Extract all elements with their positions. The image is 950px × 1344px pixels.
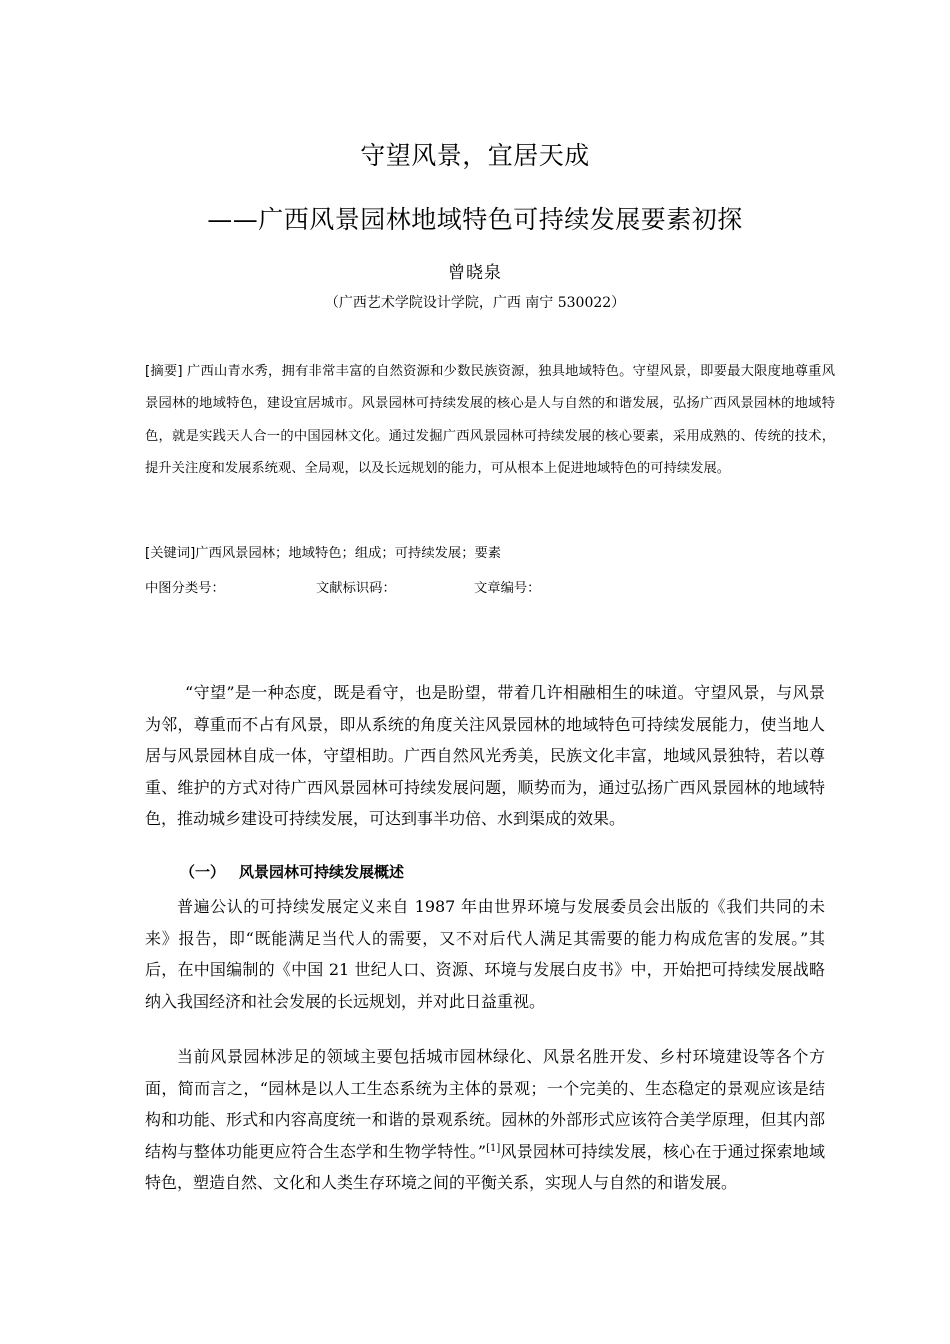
section-title: 风景园林可持续发展概述 <box>239 863 405 881</box>
paper-title: 守望风景，宜居天成 <box>360 141 590 170</box>
article-number-label: 文章编号： <box>474 581 541 596</box>
abstract <box>145 356 835 486</box>
author-name: 曾晓泉 <box>448 263 502 283</box>
abstract-label: [摘要] <box>145 364 183 379</box>
keywords-text: 广西风景园林；地域特色；组成；可持续发展；要素 <box>195 546 502 561</box>
keywords-label: [关键词] <box>145 546 196 561</box>
citation-reference[interactable]: [1] <box>486 1142 501 1154</box>
document-code-label: 文献标识码： <box>316 581 396 596</box>
paper-subtitle: ——广西风景园林地域特色可持续发展要素初探 <box>207 205 743 234</box>
paragraph-3-quote: 当前风景园林涉足的领域主要包括城市园林绿化、风景名胜开发、乡村环境建设等各个方面，简而言之，“园林是以人工生态系统为主体的景观；一个完美的、生态稳定的景观应该是结构和功能、形式和内容高度统一和谐的景观系统。园林的外部形式应该符合美学原理，但其内部结构与整体功能更应符合生态学和生物学特性。” <box>145 1047 825 1161</box>
paragraph-3-rest: 风景园林可持续发展，核心在于通过探索地域特色，塑造自然、文化和人类生存环境之间的平衡关系，实现人与自然的和谐发展。 <box>145 1141 825 1193</box>
keywords <box>145 544 835 564</box>
body-paragraph-2: 普遍公认的可持续发展定义来自 1987 年由世界环境与发展委员会出版的《我们共同的未来》报告，即“既能满足当代人的需要，又不对后代人满足其需要的能力构成危害的发展。”其后，在中国编制的《中国 21 世纪人口、资源、环境与发展白皮书》中，开始把可持续发展战略纳入我国经济和社会发展的长远规划，并对此日益重视。 <box>145 897 825 1011</box>
clc-number-label: 中图分类号： <box>145 581 225 596</box>
body-paragraph-1: “守望”是一种态度，既是看守，也是盼望，带着几许相融相生的味道。守望风景，与风景为邻，尊重而不占有风景，即从系统的角度关注风景园林的地域特色可持续发展能力，使当地人居与风景园林自成一体，守望相助。广西自然风光秀美，民族文化丰富，地域风景独特，若以尊重、维护的方式对待广西风景园林可持续发展问题，顺势而为，通过弘扬广西风景园林的地域特色，推动城乡建设可持续发展，可达到事半功倍、水到渠成的效果。 <box>145 683 825 829</box>
author-affiliation: （广西艺术学院设计学院，广西 南宁 530022） <box>324 295 626 311</box>
body-paragraph-3 <box>145 1041 825 1199</box>
section-number: （一） <box>180 863 226 881</box>
abstract-text: 广西山青水秀，拥有非常丰富的自然资源和少数民族资源，独具地域特色。守望风景，即要最大限度地尊重风景园林的地域特色，建设宜居城市。风景园林可持续发展的核心是人与自然的和谐发展，弘扬广西风景园林的地域特色，就是实践天人合一的中国园林文化。通过发掘广西风景园林可持续发展的核心要素，采用成熟的、传统的技术，提升关注度和发展系统观、全局观，以及长远规划的能力，可从根本上促进地域特色的可持续发展。 <box>145 364 835 477</box>
section-heading-1 <box>180 860 404 884</box>
